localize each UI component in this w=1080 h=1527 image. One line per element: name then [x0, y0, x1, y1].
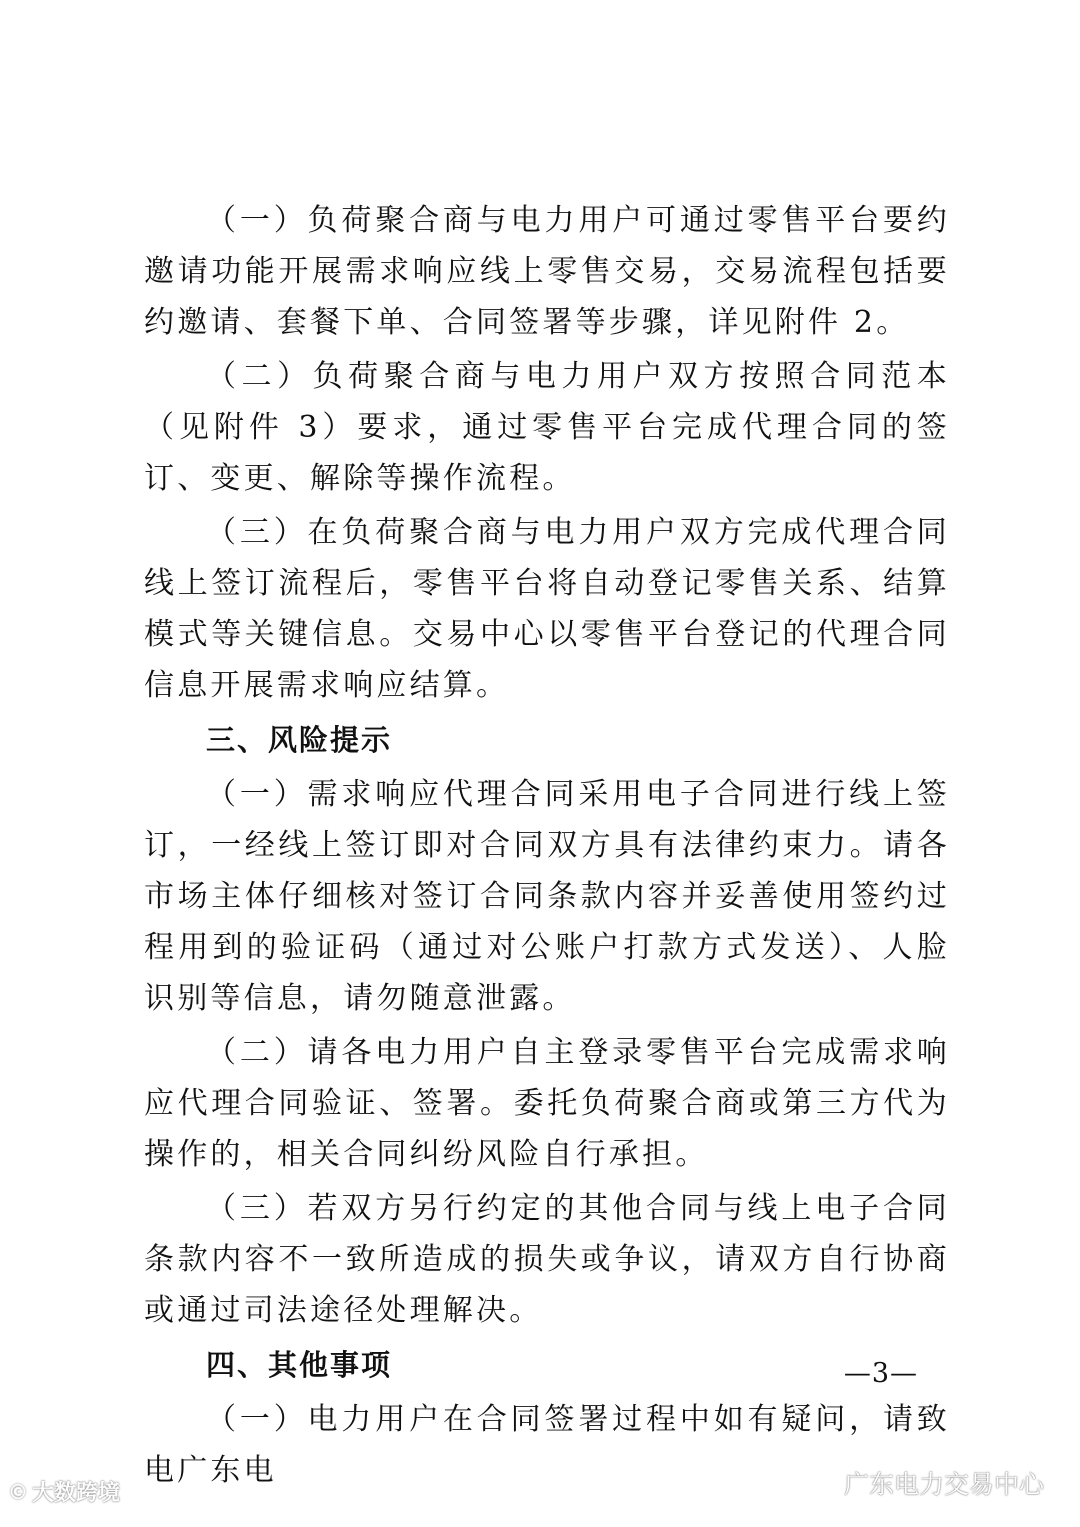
section-heading-other: 四、其他事项 [206, 1348, 393, 1382]
paragraph-3-1: （一）需求响应代理合同采用电子合同进行线上签订，一经线上签订即对合同双方具有法律约束力。请各市场主体仔细核对签订合同条款内容并妥善使用签约过程用到的验证码（通过对公账户打款方式发送）、人脸识别等信息，请勿随意泄露。 [144, 777, 950, 1016]
paragraph-2-3: （三）在负荷聚合商与电力用户双方完成代理合同线上签订流程后，零售平台将自动登记零售关系、结算模式等关键信息。交易中心以零售平台登记的代理合同信息开展需求响应结算。 [144, 515, 950, 703]
account-watermark [804, 1465, 1044, 1501]
source-watermark [8, 1476, 120, 1507]
wechat-icon [804, 1469, 836, 1497]
section-heading-risk: 三、风险提示 [206, 723, 393, 757]
paragraph-2-2: （二）负荷聚合商与电力用户双方按照合同范本（见附件 3）要求，通过零售平台完成代理合同的签订、变更、解除等操作流程。 [144, 359, 950, 496]
account-watermark-text: 广东电力交易中心 [843, 1470, 1044, 1499]
paragraph-4-1: （一）电力用户在合同签署过程中如有疑问，请致电广东电 [144, 1402, 950, 1488]
page-number: —3— [843, 1358, 918, 1389]
paragraph-3-2: （二）请各电力用户自主登录零售平台完成需求响应代理合同验证、签署。委托负荷聚合商或第三方代为操作的，相关合同纠纷风险自行承担。 [144, 1035, 950, 1172]
copyright-icon: © [8, 1479, 28, 1504]
paragraph-3-3: （三）若双方另行约定的其他合同与线上电子合同条款内容不一致所造成的损失或争议，请双方自行协商或通过司法途径处理解决。 [144, 1191, 950, 1328]
document-body [144, 195, 950, 1499]
source-watermark-text: 大数跨境 [32, 1481, 121, 1506]
paragraph-2-1: （一）负荷聚合商与电力用户可通过零售平台要约邀请功能开展需求响应线上零售交易，交易流程包括要约邀请、套餐下单、合同签署等步骤，详见附件 2。 [144, 203, 950, 340]
